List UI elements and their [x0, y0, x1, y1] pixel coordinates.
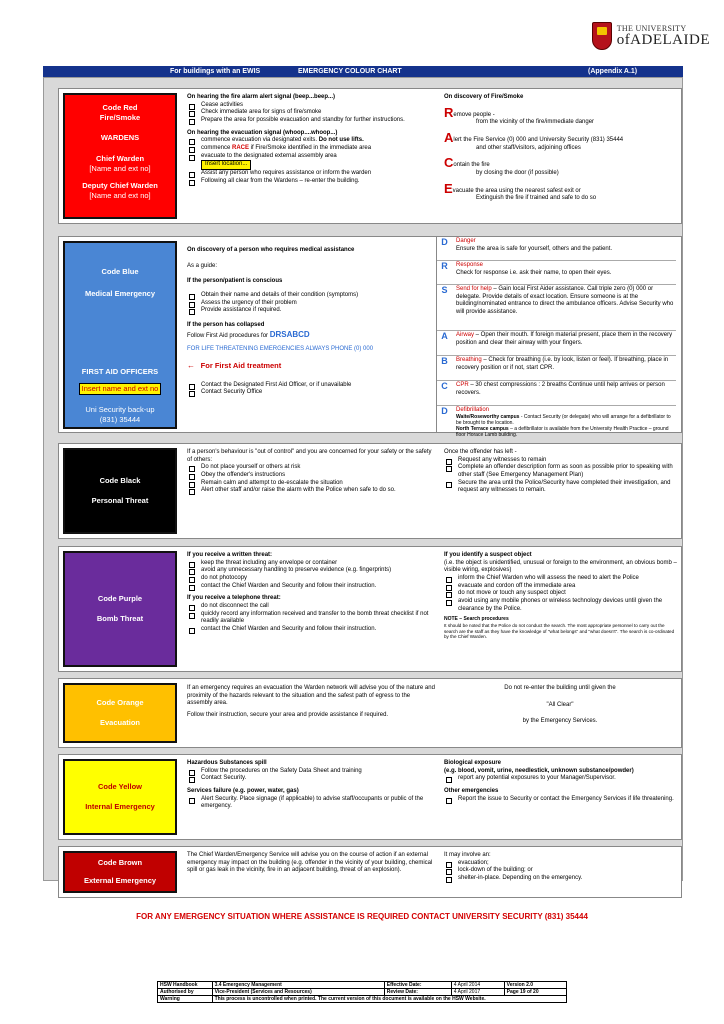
threat-intro: If a person's behaviour is "out of control" and you are concerned for your safety or the safety of others:	[187, 449, 432, 463]
race-step: Evacuate the area using the nearest safest exit or Extinguish the fire if trained and safe to do so	[444, 180, 597, 202]
title-chart: EMERGENCY COLOUR CHART	[298, 67, 402, 75]
evacuation-instruction: Follow their instruction, secure your area and provide assistance if required.	[187, 712, 389, 719]
offender-item: Secure the area until the Police/Security have completed their investigation, and request any witnesses to remain.	[444, 480, 676, 495]
written-item: do not photocopy	[187, 575, 437, 583]
suspect-item: do not move or touch any suspect object	[444, 590, 678, 598]
threat-item: Remain calm and attempt to de-escalate the situation	[187, 480, 437, 488]
threat-item: Do not place yourself or others at risk	[187, 464, 437, 472]
logo-line2: ofADELAIDE	[616, 31, 710, 48]
drs-step-send: S Send for help – Gain local First Aider assistance. Call triple zero (0) 000 or delegate. Provide details of exact location. Ensure someone is at the building/nominated entrance to direct the ambulance officers. Advise Security who will provide assistance.	[437, 285, 676, 331]
biological-title: Biological exposure	[444, 760, 502, 766]
race-step: Alert the Fire Service (0) 000 and University Security (831) 35444 and other staff/visitors, adjoining offices	[444, 130, 624, 151]
all-clear-column	[444, 685, 676, 726]
title-bar	[43, 66, 683, 77]
crest-icon	[592, 22, 612, 50]
arrow-icon: ←	[187, 361, 195, 371]
first-aid-treatment: For First Aid treatment	[200, 361, 282, 371]
note-title: NOTE – Search procedures	[444, 616, 509, 623]
chief-warden-name: [Name and ext no]	[89, 164, 151, 173]
footer-cell: 3.4 Emergency Management	[212, 982, 384, 989]
footer-cell: 4 April 2014	[451, 982, 504, 989]
services-title: Services failure (e.g. power, water, gas)	[187, 788, 299, 795]
all-clear-line2: "All Clear"	[546, 701, 574, 708]
drsabcd-list	[436, 237, 675, 439]
code-blue-subtitle: Medical Emergency	[84, 288, 156, 298]
document-footer-table	[157, 981, 567, 1003]
all-clear-line3: by the Emergency Services.	[522, 718, 598, 725]
biological-column	[444, 760, 678, 803]
alarm-title: On hearing the fire alarm alert signal (beep...beep...)	[187, 94, 336, 100]
footer-cell: Effective Date:	[384, 982, 451, 989]
written-title: If you receive a written threat:	[187, 552, 273, 558]
conscious-item: Assess the urgency of their problem	[187, 300, 433, 308]
offender-item: Complete an offender description form as soon as possible prior to speaking with other staff (See Emergency Management Plan)	[444, 464, 676, 479]
suspect-item: avoid using any mobile phones or wireless technology devices until given the clearance by the Police.	[444, 598, 678, 613]
offender-title: Once the offender has left -	[444, 449, 517, 455]
drsabcd-label: DRSABCD	[269, 329, 310, 339]
biological-item: report any potential exposures to your Manager/Supervisor.	[444, 775, 678, 783]
footer-cell: HSW Handbook	[158, 982, 213, 989]
threat-column	[187, 449, 437, 495]
alarm-item: Check immediate area for signs of fire/smoke	[187, 109, 435, 117]
contact-item: Contact the Designated First Aid Officer, or if unavailable	[187, 382, 433, 390]
insert-name-field[interactable]: Insert name and ext no	[79, 383, 162, 395]
chart-panel	[43, 77, 683, 885]
logo-line1: THE UNIVERSITY	[616, 23, 687, 33]
written-item: contact the Chief Warden and Security and follow their instruction.	[187, 583, 437, 591]
hazardous-item: Contact Security.	[187, 775, 437, 783]
security-number: (831) 35444	[99, 414, 141, 424]
discovery-title: On discovery of Fire/Smoke	[444, 94, 524, 100]
row-code-yellow	[58, 754, 682, 840]
code-yellow-title: Code Yellow	[97, 782, 143, 792]
deputy-warden-name: [Name and ext no]	[89, 190, 151, 200]
code-orange-title: Code Orange	[96, 698, 144, 708]
fire-alarm-column	[187, 94, 435, 185]
row-code-orange	[58, 678, 682, 748]
code-blue-box	[63, 241, 177, 429]
code-brown-title: Code Brown	[97, 858, 143, 868]
code-yellow-subtitle: Internal Emergency	[85, 802, 155, 811]
bomb-threat-column	[187, 552, 437, 634]
evac-item: Following all clear from the Wardens – re-enter the building.	[187, 178, 435, 186]
row-code-blue	[58, 236, 682, 439]
code-orange-subtitle: Evacuation	[99, 718, 140, 727]
code-purple-subtitle: Bomb Threat	[96, 614, 144, 623]
offender-column	[444, 449, 676, 495]
hazardous-item: Follow the procedures on the Safety Data Sheet and training	[187, 768, 437, 776]
evac-item: commence evacuation via designated exits. Do not use lifts.	[187, 137, 435, 145]
other-item: Report the issue to Security or contact the Emergency Services if life threatening.	[444, 796, 678, 804]
code-brown-box	[63, 851, 177, 893]
drs-step-breathing: B Breathing – Check for breathing (i.e. by look, listen or feel). If breathing, place in recovery position or if not, start CPR.	[437, 356, 676, 381]
threat-item: Obey the offender's instructions	[187, 472, 437, 480]
guide-label: As a guide:	[187, 262, 218, 269]
written-item: avoid any unnecessary handling to preserve evidence (e.g. fingerprints)	[187, 567, 437, 575]
evac-item: Assist any person who requires assistance or inform the warden	[187, 170, 435, 178]
external-text: The Chief Warden/Emergency Service will advise you on the course of action if an external emergency may impact on the building (e.g. offender in the vicinity of your building, chemical spill or gas leak in the vicinity, fire in an adjacent building, threat of an explosion).	[187, 852, 433, 874]
footer-warning: This process is uncontrolled when printed. The current version of this document is available on the HSW Website.	[212, 996, 566, 1003]
medical-column	[187, 247, 433, 397]
contact-item: Contact Security Office	[187, 389, 433, 397]
footer-cell: Review Date:	[384, 989, 451, 996]
internal-column	[187, 760, 437, 811]
code-brown-subtitle: External Emergency	[83, 876, 157, 885]
wardens-label: WARDENS	[100, 132, 140, 142]
chief-warden-label: Chief Warden	[95, 154, 145, 164]
other-title: Other emergencies	[444, 788, 499, 795]
deputy-warden-label: Deputy Chief Warden	[82, 180, 158, 190]
university-logo	[592, 18, 710, 54]
title-ewis: For buildings with an EWIS	[170, 67, 261, 75]
collapsed-title: If the person has collapsed	[187, 322, 265, 329]
suspect-item: inform the Chief Warden who will assess the need to alert the Police	[444, 575, 678, 583]
phone-item: do not disconnect the call	[187, 603, 437, 611]
follow-text: Follow First Aid procedures for	[187, 332, 269, 339]
evacuation-column	[187, 685, 437, 720]
code-black-box	[63, 448, 177, 534]
race-step: Remove people - from the vicinity of the fire/immediate danger	[444, 104, 595, 126]
phone-item: contact the Chief Warden and Security and follow their instruction.	[187, 626, 437, 634]
suspect-column	[444, 552, 678, 640]
row-code-brown	[58, 846, 682, 898]
code-black-subtitle: Personal Threat	[91, 496, 149, 505]
drs-step-airway: A Airway – Open their mouth. If foreign material present, place them in the recovery position and clear their airway with your fingers.	[437, 331, 676, 356]
code-purple-box	[63, 551, 177, 667]
code-red-box	[63, 93, 177, 219]
involve-item: lock-down of the building; or	[444, 867, 676, 875]
row-code-red	[58, 88, 682, 224]
phone-title: If you receive a telephone threat:	[187, 595, 281, 602]
conscious-item: Obtain their name and details of their condition (symptoms)	[187, 292, 433, 300]
race-column	[444, 94, 676, 203]
code-red-title: Code Red	[102, 103, 138, 112]
contact-security-note: FOR ANY EMERGENCY SITUATION WHERE ASSISTANCE IS REQUIRED CONTACT UNIVERSITY SECURITY (831) 35444	[136, 912, 588, 921]
row-code-purple	[58, 546, 682, 672]
title-appendix: (Appendix A.1)	[588, 67, 638, 75]
security-backup-label: Uni Security back-up	[85, 405, 155, 414]
alarm-item: Cease activities	[187, 102, 435, 110]
code-purple-title: Code Purple	[97, 594, 143, 604]
conscious-item: Provide assistance if required.	[187, 307, 433, 315]
involve-item: shelter-in-place. Depending on the emergency.	[444, 875, 676, 883]
race-step: Contain the fire by closing the door (if possible)	[444, 155, 559, 177]
note-text: It should be noted that the Police do not conduct the search. The most appropriate personnel to carry out the search are the staff as they have the knowledge of "what belongs" and "what doesn't". The search is co-ordinated by the Chief Warden.	[444, 622, 675, 640]
footer-cell: 4 April 2017	[451, 989, 504, 996]
suspect-intro: (i.e. the object is unidentified, unusual or foreign to the environment, an obvious bomb – visible wiring, explosives)	[444, 559, 677, 574]
footer-cell: Authorised by	[158, 989, 213, 996]
drs-step-danger: D Danger Ensure the area is safe for yourself, others and the patient.	[437, 237, 676, 261]
evac-title: On hearing the evacuation signal (whoop....whoop...)	[187, 129, 338, 136]
alarm-item: Prepare the area for possible evacuation and standby for further instructions.	[187, 117, 435, 125]
drs-step-response: R Response Check for response i.e. ask their name, to open their eyes.	[437, 261, 676, 285]
footer-cell: Vice-President (Services and Resources)	[212, 989, 384, 996]
code-red-subtitle: Fire/Smoke	[99, 112, 141, 122]
drs-step-cpr: C CPR – 30 chest compressions : 2 breaths Continue until help arrives or person recovers.	[437, 381, 676, 406]
insert-location-field[interactable]: Insert location...	[201, 160, 251, 170]
suspect-item: evacuate and cordon off the immediate area	[444, 583, 678, 591]
involve-title: It may involve an:	[444, 852, 491, 858]
medical-title: On discovery of a person who requires medical assistance	[187, 247, 355, 253]
threat-item: Alert other staff and/or raise the alarm with the Police when safe to do so.	[187, 487, 437, 495]
services-item: Alert Security. Place signage (if applicable) to advise staff/occupants or public of the emergency.	[187, 796, 437, 811]
biological-subtitle: (e.g. blood, vomit, urine, needlestick, unknown substance/powder)	[444, 767, 634, 774]
evac-item: evacuate to the designated external assembly area	[187, 153, 435, 161]
footer-cell: Page 19 of 20	[504, 989, 566, 996]
involve-item: evacuation;	[444, 860, 676, 868]
code-yellow-box	[63, 759, 177, 835]
offender-item: Request any witnesses to remain	[444, 457, 676, 465]
code-orange-box	[63, 683, 177, 743]
suspect-title: If you identify a suspect object	[444, 552, 532, 558]
written-item: keep the threat including any envelope or container	[187, 560, 437, 568]
drs-step-defib: D Defibrillation Waite/Roseworthy campus - Contact Security (or delegate) who will arrange for a defibrillator to be brought to the location. North Terrace campus – a defibrillator is available from the University Health Practice – ground floor Horace Lamb building.	[441, 406, 671, 439]
all-clear-line1: Do not re-enter the building until given the	[504, 685, 616, 691]
code-black-title: Code Black	[99, 476, 141, 486]
code-blue-title: Code Blue	[101, 267, 139, 276]
phone-item: quickly record any information received and transfer to the bomb threat checklist if not readily available	[187, 611, 437, 626]
footer-cell: Version 2.0	[504, 982, 566, 989]
evac-item: commence RACE if Fire/Smoke identified in the immediate area	[187, 145, 435, 153]
life-threatening-text: FOR LIFE THREATENING EMERGENCIES ALWAYS PHONE (0) 000	[187, 346, 374, 353]
evacuation-text: If an emergency requires an evacuation the Warden network will advise you of the nature and proximity of the hazards relevant to the situation and the safest path of egress to the assembly area.	[187, 685, 435, 707]
involve-column	[444, 852, 676, 883]
footer-cell: Warning	[158, 996, 213, 1003]
row-code-black	[58, 443, 682, 539]
conscious-title: If the person/patient is conscious	[187, 278, 283, 285]
first-aid-officers-label: FIRST AID OFFICERS	[81, 366, 159, 376]
hazardous-title: Hazardous Substances spill	[187, 760, 267, 766]
external-column	[187, 852, 437, 875]
